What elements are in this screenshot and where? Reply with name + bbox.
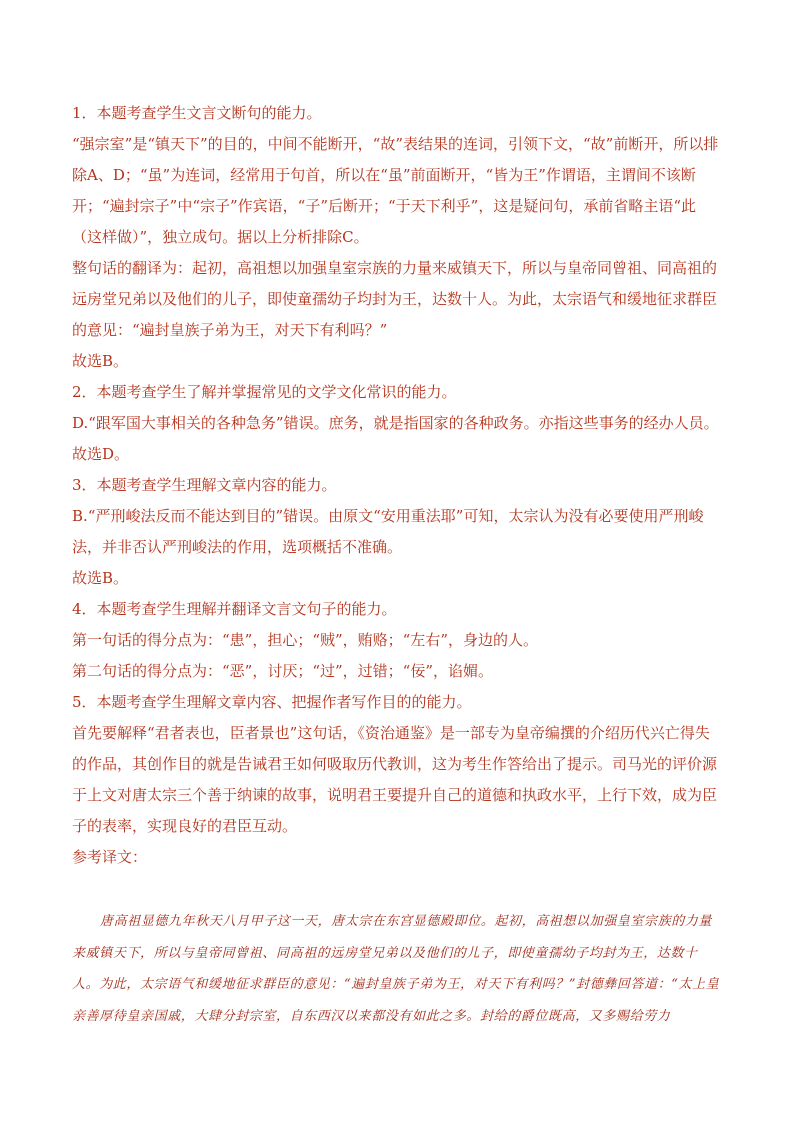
q2-answer: 故选D。: [72, 445, 130, 463]
q3-analysis: B.“严刑峻法反而不能达到目的”错误。由原文“安用重法耶”可知，太宗认为没有必要使用严刑峻法，并非否认严刑峻法的作用，选项概括不准确。: [72, 507, 704, 556]
q1-answer: 故选B。: [72, 352, 129, 370]
q5-analysis: 首先要解释“君者表也，臣者景也”这句话，《资治通鉴》是一部专为皇帝编撰的介绍历代兴亡得失的作品，其创作目的就是告诫君王如何吸取历代教训，这为考生作答给出了提示。司马光的评价源于上文对唐太宗三个善于纳谏的故事，说明君王要提升自己的道德和执政水平，上行下效，成为臣子的表率，实现良好的君臣互动。: [72, 724, 718, 835]
q1-analysis: “强宗室”是“镇天下”的目的，中间不能断开，“故”表结果的连词，引领下文，“故”前断开，所以排除A、D；“虽”为连词，经常用于句首，所以在“虽”前面断开，“皆为王”作谓语，主谓间不该断开；“遍封宗子”中“宗子”作宾语，“子”后断开；“于天下利乎”，这是疑问句，承前省略主语“此（这样做）”，独立成句。据以上分析排除C。: [72, 135, 719, 246]
answer-explanations: [72, 98, 722, 873]
q4-point-2: 第二句话的得分点为：“恶”，讨厌；“过”，过错；“佞”，谄媚。: [72, 662, 494, 680]
q5-heading: 5．本题考查学生理解文章内容、把握作者写作目的的能力。: [72, 693, 472, 711]
q4-heading: 4．本题考查学生理解并翻译文言文句子的能力。: [72, 600, 397, 618]
q3-heading: 3．本题考查学生理解文章内容的能力。: [72, 476, 337, 494]
q3-answer: 故选B。: [72, 569, 129, 587]
q2-heading: 2．本题考查学生了解并掌握常见的文学文化常识的能力。: [72, 383, 457, 401]
reference-translation-text: 唐高祖显德九年秋天八月甲子这一天，唐太宗在东宫显德殿即位。起初，高祖想以加强皇室宗族的力量来威镇天下，所以与皇帝同曾祖、同高祖的远房堂兄弟以及他们的儿子，即使童孺幼子均封为王，达数十人。为此，太宗语气和缓地征求群臣的意见：“遍封皇族子弟为王，对天下有利吗？”封德彝回答道：“太上皇亲善厚待皇亲国戚，大肆分封宗室，自东西汉以来都没有如此之多。封给的爵位既高，又多赐给劳力: [72, 914, 720, 1024]
q1-translation: 整句话的翻译为：起初，高祖想以加强皇室宗族的力量来威镇天下，所以与皇帝同曾祖、同高祖的远房堂兄弟以及他们的儿子，即使童孺幼子均封为王，达数十人。为此，太宗语气和缓地征求群臣的意见：“遍封皇族子弟为王，对天下有利吗？”: [72, 259, 718, 339]
q4-point-1: 第一句话的得分点为：“患”，担心；“贼”，贿赂；“左右”，身边的人。: [72, 631, 539, 649]
reference-translation-label: 参考译文：: [72, 848, 148, 866]
q1-heading: 1．本题考查学生文言文断句的能力。: [72, 104, 322, 122]
q2-analysis: D.“跟军国大事相关的各种急务”错误。庶务，就是指国家的各种政务。亦指这些事务的经办人员。: [72, 414, 719, 432]
